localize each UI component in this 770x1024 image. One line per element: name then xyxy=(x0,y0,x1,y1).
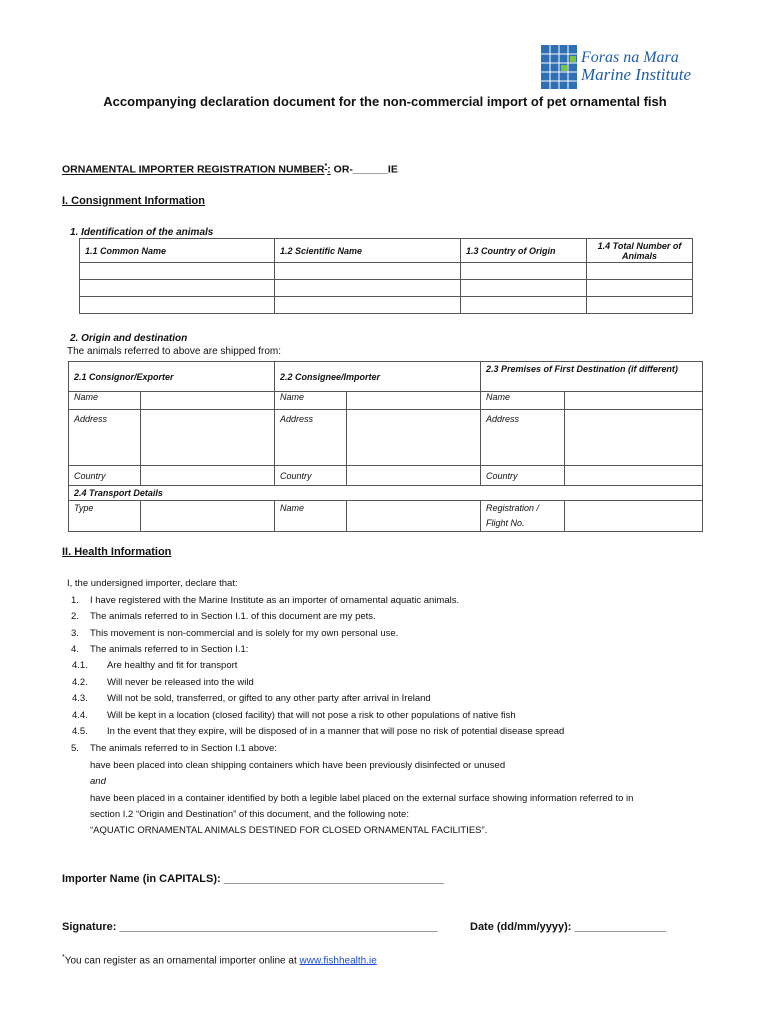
marine-institute-logo xyxy=(541,45,716,93)
declaration-item-number: 2. xyxy=(71,611,79,622)
declaration-item-text: Will never be released into the wild xyxy=(107,677,254,688)
footnote xyxy=(62,954,377,966)
premises-country-field[interactable] xyxy=(565,466,703,486)
date-line[interactable]: Date (dd/mm/yyyy): _______________ xyxy=(470,921,667,933)
consignee-address-label: Address xyxy=(275,410,347,466)
declaration-item-number: 4. xyxy=(71,644,79,655)
declaration-item-number: 3. xyxy=(71,628,79,639)
declaration-and: and xyxy=(90,776,106,787)
importer-name-line[interactable]: Importer Name (in CAPITALS): ____________________________________ xyxy=(62,873,444,885)
table-row xyxy=(80,297,693,314)
declaration-item-text: The animals referred to in Section I.1: xyxy=(90,644,249,655)
registration-number-line xyxy=(62,163,398,176)
shipped-from-text: The animals referred to above are shipped from: xyxy=(67,346,281,357)
transport-type-field[interactable] xyxy=(141,501,275,532)
consignor-name-field[interactable] xyxy=(141,392,275,410)
declaration-paragraph-1: have been placed into clean shipping containers which have been previously disinfected or unused xyxy=(90,760,506,771)
registration-colon: : xyxy=(327,163,331,176)
consignor-country-field[interactable] xyxy=(141,466,275,486)
transport-type-label: Type xyxy=(69,501,141,532)
declaration-item-text: Will be kept in a location (closed facility) that will not pose a risk to other populations of native fish xyxy=(107,710,516,721)
identification-heading: 1. Identification of the animals xyxy=(70,227,214,238)
registration-label: ORNAMENTAL IMPORTER REGISTRATION NUMBER xyxy=(62,163,325,176)
consignee-address-field[interactable] xyxy=(347,410,481,466)
th-scientific-name: 1.2 Scientific Name xyxy=(275,239,461,263)
section2-heading: II. Health Information xyxy=(62,546,172,558)
declaration-item-number: 4.2. xyxy=(72,677,88,688)
logo-line2: Marine Institute xyxy=(581,65,692,84)
origin-heading: 2. Origin and destination xyxy=(70,333,188,344)
declaration-paragraph-2a: have been placed in a container identified by both a legible label placed on the external surface showing information referred to in xyxy=(90,793,634,804)
transport-header: 2.4 Transport Details xyxy=(69,486,703,501)
th-common-name: 1.1 Common Name xyxy=(80,239,275,263)
consignor-country-label: Country xyxy=(69,466,141,486)
section1-heading: I. Consignment Information xyxy=(62,195,205,207)
declaration-item-text: This movement is non-commercial and is solely for my own personal use. xyxy=(90,628,399,639)
declaration-item-number: 4.4. xyxy=(72,710,88,721)
consignee-name-label: Name xyxy=(275,392,347,410)
premises-name-field[interactable] xyxy=(565,392,703,410)
premises-header: 2.3 Premises of First Destination (if different) xyxy=(481,362,703,392)
declaration-item-text: I have registered with the Marine Institute as an importer of ornamental aquatic animals. xyxy=(90,595,460,606)
signature-line[interactable]: Signature: ____________________________________________________ xyxy=(62,921,438,933)
declaration-item-text: The animals referred to in Section I.1 above: xyxy=(90,743,277,754)
fishhealth-link[interactable]: www.fishhealth.ie xyxy=(299,955,377,967)
consignor-header: 2.1 Consignor/Exporter xyxy=(69,362,275,392)
premises-name-label: Name xyxy=(481,392,565,410)
origin-destination-table xyxy=(68,361,703,532)
declaration-item-number: 4.1. xyxy=(72,660,88,671)
declaration-item-text: Are healthy and fit for transport xyxy=(107,660,238,671)
logo-line1: Foras na Mara xyxy=(581,49,679,66)
declaration-paragraph-2b: section I.2 “Origin and Destination” of this document, and the following note: xyxy=(90,809,409,820)
transport-name-field[interactable] xyxy=(347,501,481,532)
th-country-origin: 1.3 Country of Origin xyxy=(461,239,587,263)
premises-address-label: Address xyxy=(481,410,565,466)
consignee-country-label: Country xyxy=(275,466,347,486)
footnote-star: * xyxy=(62,954,65,961)
registration-flight-label: Registration / Flight No. xyxy=(481,501,565,532)
consignor-name-label: Name xyxy=(69,392,141,410)
consignee-header: 2.2 Consignee/Importer xyxy=(275,362,481,392)
declaration-item-number: 4.5. xyxy=(72,726,88,737)
premises-country-label: Country xyxy=(481,466,565,486)
th-total-number: 1.4 Total Number of Animals xyxy=(587,239,693,263)
declaration-item-text: The animals referred to in Section I.1. of this document are my pets. xyxy=(90,611,376,622)
transport-name-label: Name xyxy=(275,501,347,532)
premises-address-field[interactable] xyxy=(565,410,703,466)
declaration-item-number: 5. xyxy=(71,743,79,754)
animals-table xyxy=(79,238,693,314)
declaration-paragraph-2c: “AQUATIC ORNAMENTAL ANIMALS DESTINED FOR CLOSED ORNAMENTAL FACILITIES”. xyxy=(90,825,488,836)
consignor-address-field[interactable] xyxy=(141,410,275,466)
registration-star: * xyxy=(324,163,328,170)
registration-value: OR-______IE xyxy=(330,163,398,176)
table-row xyxy=(80,280,693,297)
declaration-intro: I, the undersigned importer, declare that: xyxy=(67,578,238,589)
footnote-text: You can register as an ornamental importer online at xyxy=(64,955,300,967)
table-row xyxy=(80,263,693,280)
logo-grid-icon xyxy=(541,45,577,89)
declaration-item-text: In the event that they expire, will be disposed of in a manner that will pose no risk of potential disease spread xyxy=(107,726,565,737)
consignee-country-field[interactable] xyxy=(347,466,481,486)
document-title: Accompanying declaration document for the non-commercial import of pet ornamental fish xyxy=(103,94,667,109)
consignor-address-label: Address xyxy=(69,410,141,466)
registration-flight-field[interactable] xyxy=(565,501,703,532)
declaration-item-number: 1. xyxy=(71,595,79,606)
declaration-item-number: 4.3. xyxy=(72,693,88,704)
declaration-item-text: Will not be sold, transferred, or gifted to any other party after arrival in Ireland xyxy=(107,693,431,704)
consignee-name-field[interactable] xyxy=(347,392,481,410)
